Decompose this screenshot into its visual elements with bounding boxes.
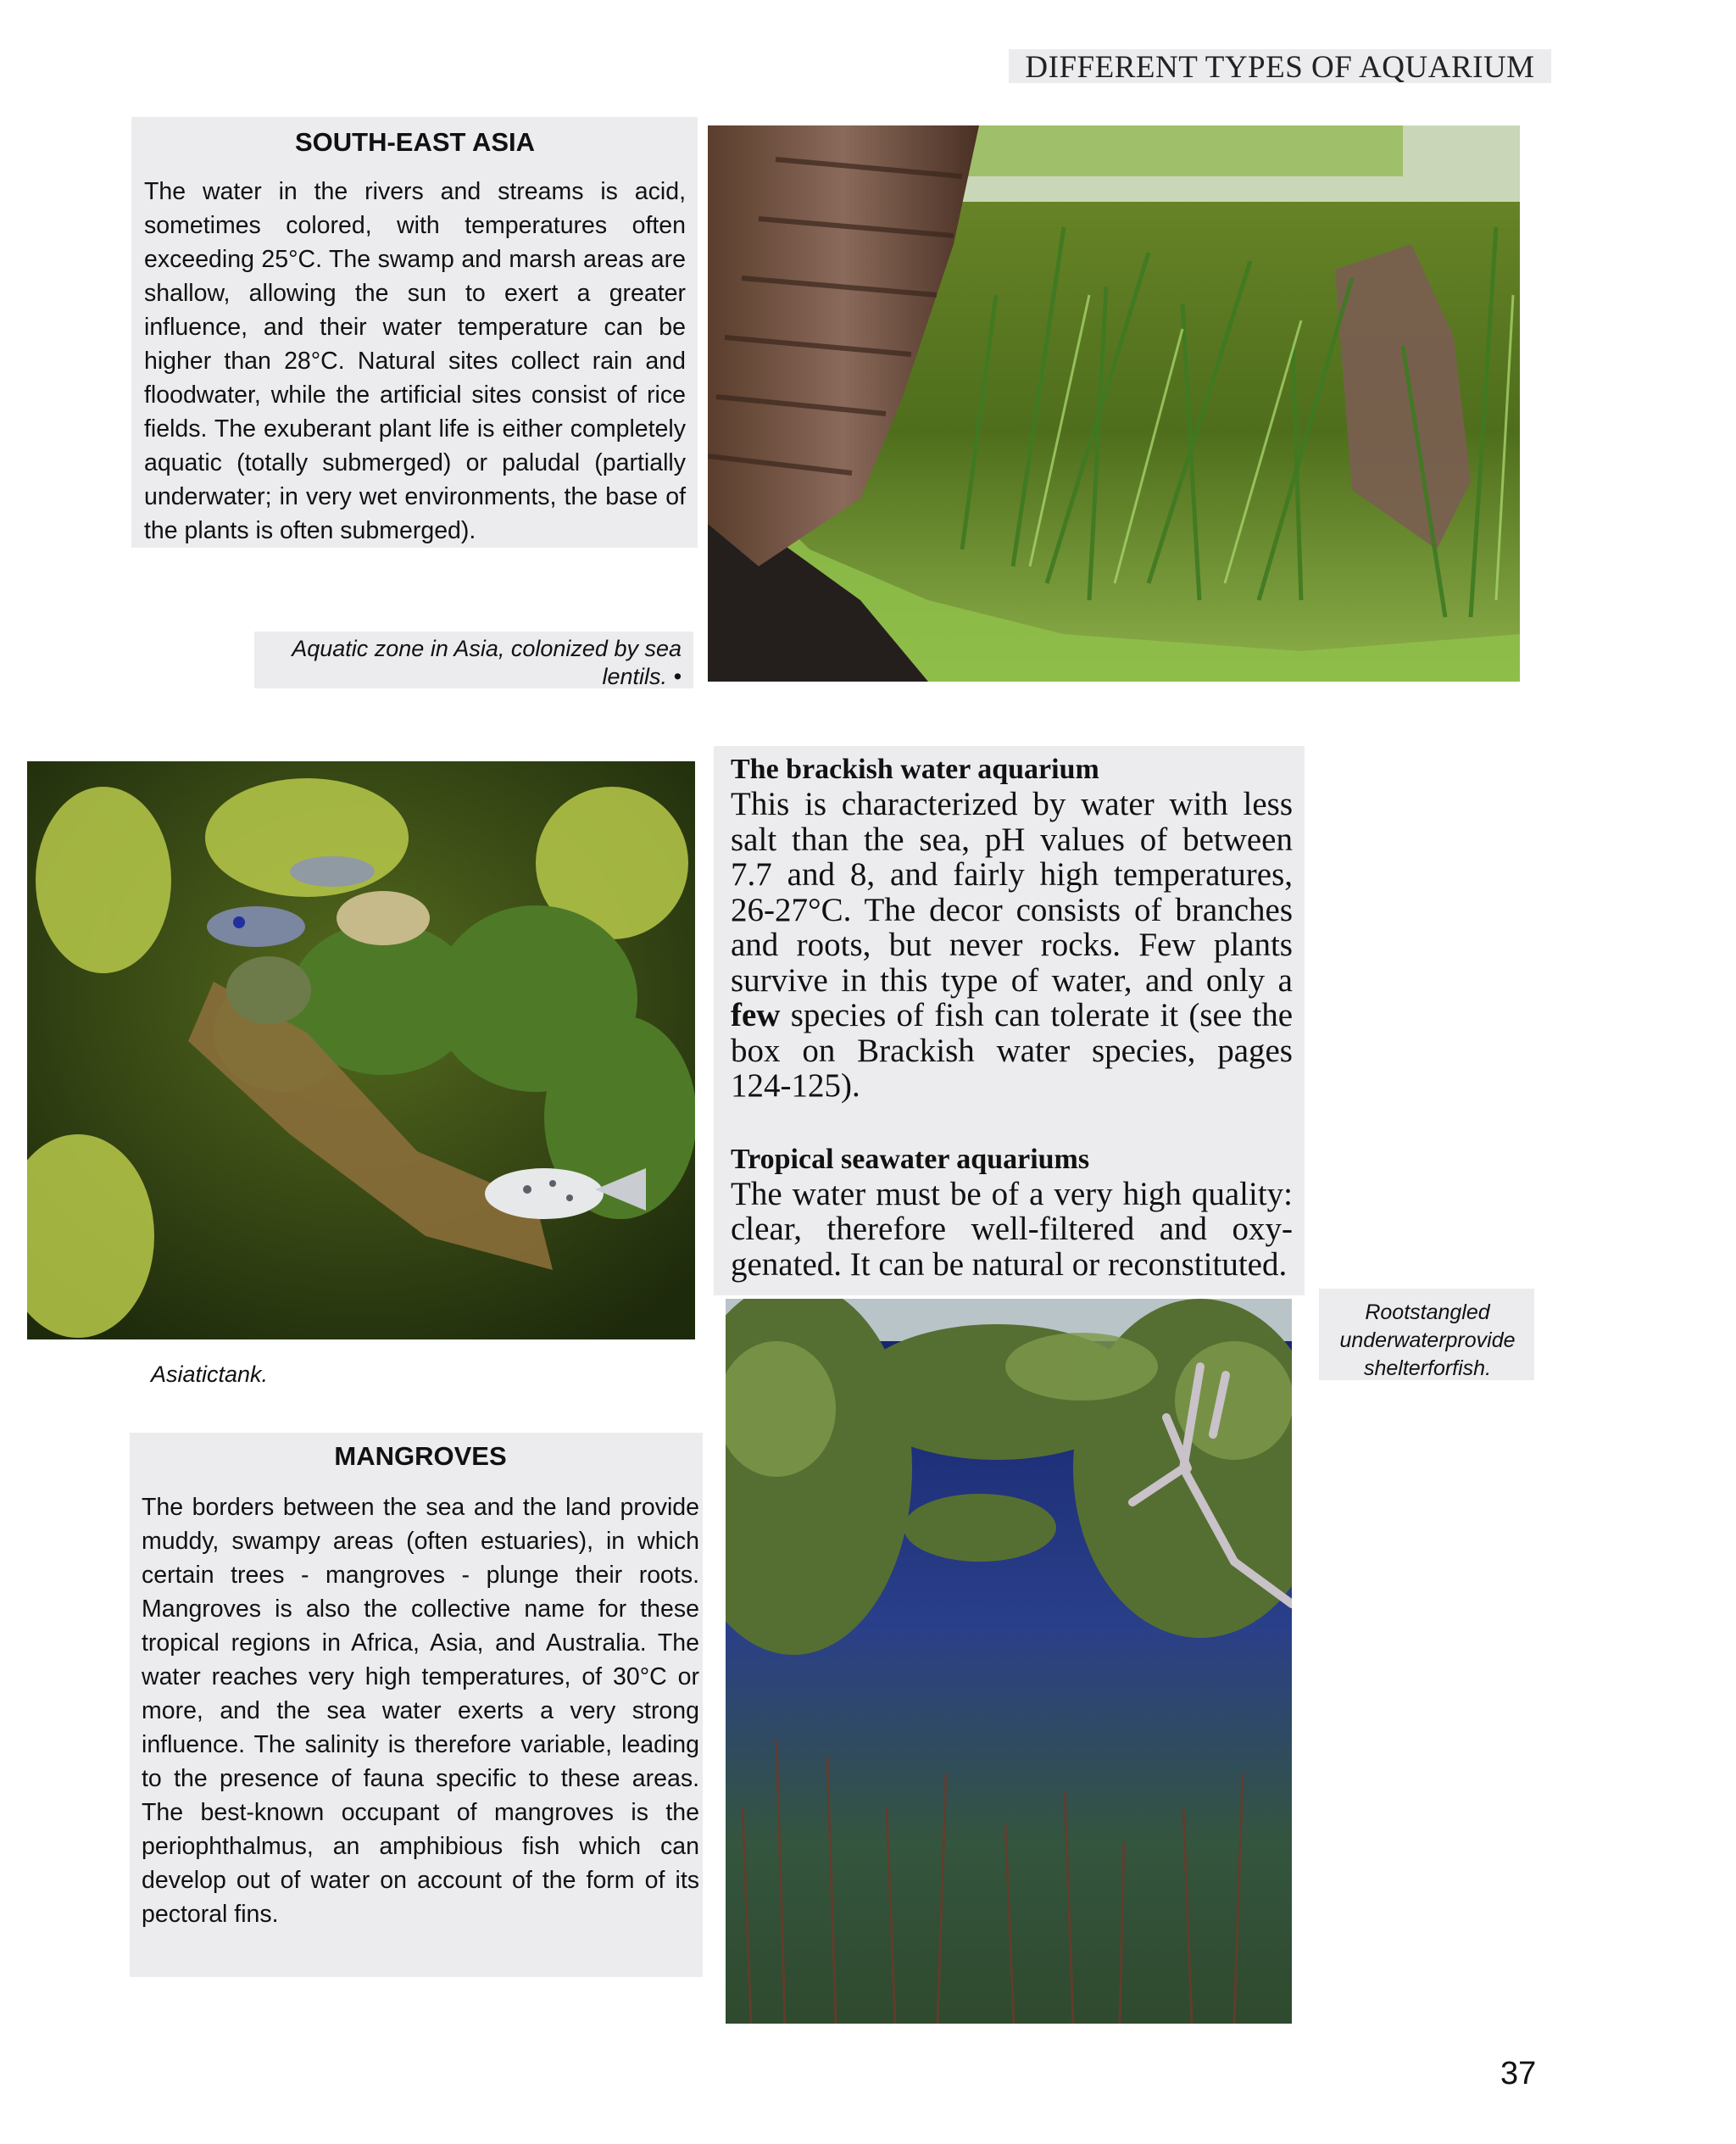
asia-zone-caption-box: [254, 632, 693, 688]
brackish-title: The brackish water aquarium: [731, 754, 1099, 785]
mangroves-text: The borders between the sea and the land provide muddy, swampy areas (often estuaries), in which certain trees - mangroves - plunge their roots. Mangroves is also the collective name for these tropical regions in Africa, Asia, and Australia. The water reaches very high temperatures, of 30°C or more, and the sea water exerts a very strong influence. The salinity is therefore variable, leading to the presence of fauna specific to these areas. The best-known occupant of mangroves is the periophthalmus, an amphibious fish which can develop out of water on account of the form of its pectoral fins.: [142, 1494, 699, 1928]
palm-marsh-photo: [708, 125, 1520, 682]
asiatic-tank-caption: Asiatictank.: [151, 1362, 269, 1387]
roots-caption-box: [1319, 1289, 1534, 1380]
mangroves-title: MANGROVES: [334, 1441, 507, 1471]
mangroves-box: [130, 1433, 703, 1977]
south-east-asia-text: The water in the rivers and streams is acid, sometimes colored, with temperatures often exceeding 25°C. The swamp and marsh areas are shallow, allowing the sun to exert a greater influence, and their water temperature can be higher than 28°C. Natural sites collect rain and floodwater, while the artificial sites consist of rice fields. The exuberant plant life is either completely aquatic (totally submerged) or paludal (partially underwater; in very wet environments, the base of the plants is often submerged).: [144, 178, 686, 544]
page-number: 37: [1500, 2056, 1537, 2091]
seawater-text: The water must be of a very high quality: clear, therefore well-filtered and oxy-genated. It can be natural or reconstituted.: [731, 1175, 1293, 1283]
brackish-text-bold: few: [731, 997, 781, 1033]
roots-caption: Rootstangled underwaterprovide shelterforfish.: [1339, 1300, 1516, 1380]
mangrove-photo: [726, 1299, 1292, 2024]
brackish-text-part1: This is characterized by water with less salt than the sea, pH values of between 7.7 and 8, and fairly high temperatures, 26-27°C. The decor consists of branches and roots, but never rocks. Few plants survive in this type of water, and only a: [731, 786, 1293, 999]
brackish-text-part2: species of fish can tolerate it (see the box on Brackish water species, pages 124-125).: [731, 997, 1294, 1104]
brackish-text: [731, 787, 1293, 1104]
seawater-title: Tropical seawater aquariums: [731, 1143, 1090, 1175]
aquarium-types-box: [714, 746, 1305, 1295]
asia-zone-caption: Aquatic zone in Asia, colonized by sea lentils. •: [292, 636, 682, 689]
asiatic-tank-photo: [27, 761, 695, 1339]
south-east-asia-title: SOUTH-EAST ASIA: [294, 127, 536, 157]
south-east-asia-box: [131, 117, 698, 548]
running-header: DIFFERENT TYPES OF AQUARIUM: [1009, 49, 1551, 83]
